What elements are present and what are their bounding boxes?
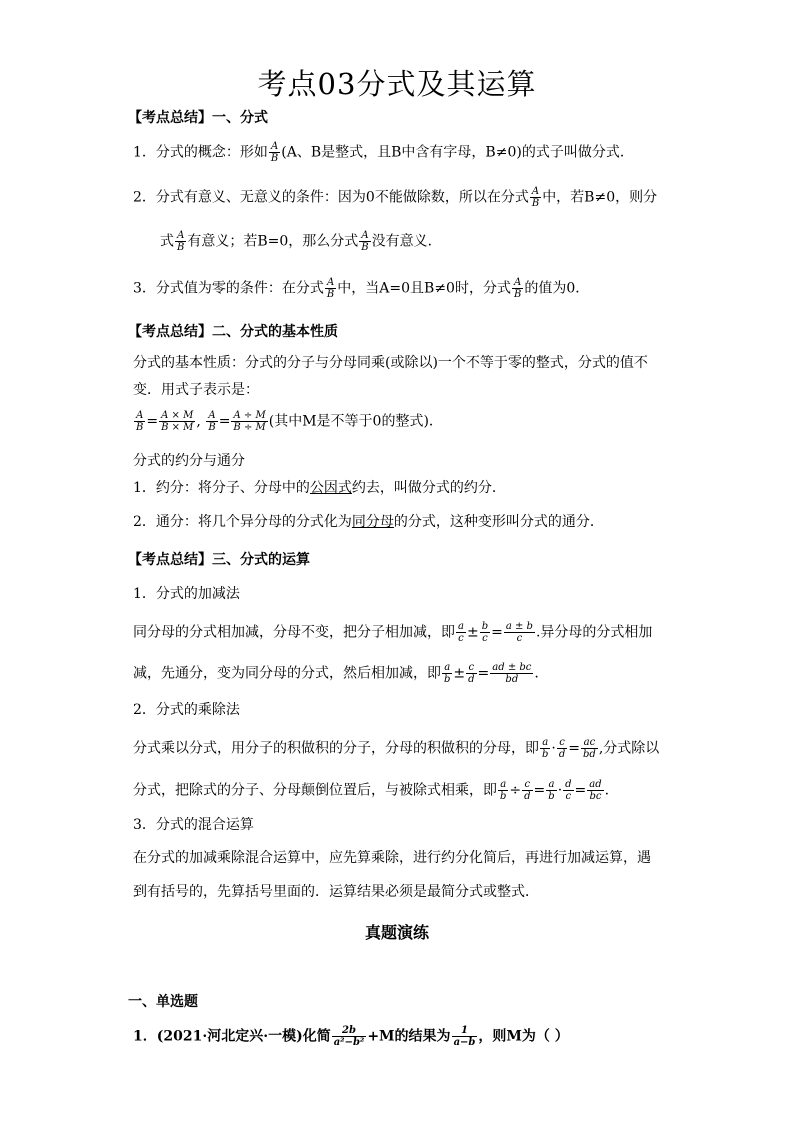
fraction-a-over-b: $\frac{A}{B}$ (136, 410, 144, 433)
fraction-a-over-b: $\frac{A}{B}$ (513, 277, 522, 300)
p4-underlined: 公因式 (309, 480, 352, 496)
item3-mid: 中，当A=0且B≠0时，分式 (337, 280, 511, 297)
formula-suffix: (其中M是不等于0的整式)． (268, 413, 443, 430)
fraction-ad-pm-bc-over-bd: $\frac{ad \pm bc}{bd}$ (492, 662, 532, 685)
q1-suffix: ，则M为（ ） (478, 1028, 569, 1045)
section1-item3 (133, 277, 589, 300)
fraction-a-div-m-over-b-div-m: $\frac{A \div M}{B \div M}$ (233, 410, 266, 433)
fraction-a-over-b: $\frac{A}{B}$ (361, 230, 369, 253)
q1-mid: +M的结果为 (367, 1028, 451, 1045)
section1-tag: 【考点总结】 (128, 110, 212, 126)
section2-formula: $\frac{A}{B}$ = $\frac{A \times M}{B \times M}$ , $\frac{A}{B}$ = $\frac{A \div M}{B \div M}$ (其中M是不等于0的整式)． (136, 410, 443, 433)
section1-item2-line2 (160, 230, 442, 253)
item3-prefix: 3．分式值为零的条件：在分式 (133, 280, 324, 297)
question-1 (133, 1025, 569, 1048)
fraction-a-over-b: $\frac{a}{b}$ (548, 779, 555, 802)
section1-item2 (133, 186, 657, 209)
section3-s3-p2: 到有括号的，先算括号里面的．运算结果必须是最简分式或整式． (133, 884, 539, 900)
fraction-1-over-a-minus-b: $\frac{1}{a-b}$ (453, 1025, 476, 1048)
section3-s2-p1: 分式乘以分式，用分子的积做积的分子，分母的积做积的分母，即 $\frac{a}{b}$ · $\frac{c}{d}$ = $\frac{ac}{bd}$ ,分式除以 (133, 737, 660, 760)
fraction-a-over-b: $\frac{A}{B}$ (208, 410, 216, 433)
s1-p2-prefix: 减，先通分，变为同分母的分式，然后相加减，即 (133, 665, 441, 682)
fraction-a-over-b: $\frac{A}{B}$ (326, 277, 335, 300)
item2-line2-c: 没有意义． (371, 233, 442, 250)
section1-title: 一、分式 (212, 110, 268, 126)
section3-s2-p2: 分式，把除式的分子、分母颠倒位置后，与被除式相乘，即 $\frac{a}{b}$ ÷ $\frac{c}{d}$ = $\frac{a}{b}$ · $\frac{d}{c}$ = $\frac{ad}{bc}$ . (133, 779, 610, 802)
s2-p1-prefix: 分式乘以分式，用分子的积做积的分子，分母的积做积的分母，即 (133, 740, 539, 757)
item3-suffix: 的值为0． (524, 280, 590, 297)
section3-s1-p2: 减，先通分，变为同分母的分式，然后相加减，即 $\frac{a}{b}$ ± $\frac{c}{d}$ = $\frac{ad \pm bc}{bd}$ . (133, 662, 539, 685)
section1-item1 (133, 141, 634, 164)
item2-mid: 中，若B≠0，则分 (542, 189, 658, 206)
section2-heading (128, 322, 338, 342)
section2-p2: 变．用式子表示是： (133, 382, 259, 398)
fraction-c-over-d: $\frac{c}{d}$ (558, 737, 566, 760)
fraction-2b-over-a2-minus-b2: $\frac{2b}{\text{a²−b²}}$ (333, 1025, 365, 1048)
s1-p1-prefix: 同分母的分式相加减，分母不变，把分子相加减，即 (133, 624, 455, 641)
fraction-ad-over-bc: $\frac{ad}{bc}$ (589, 779, 602, 802)
item2-line2-b: 有意义；若B=0，那么分式 (187, 233, 359, 250)
fraction-a-over-b: $\frac{a}{b}$ (500, 779, 507, 802)
section3-s3: 3．分式的混合运算 (133, 817, 254, 833)
p5-prefix: 2．通分：将几个异分母的分式化为 (133, 514, 352, 530)
item1-prefix: 1．分式的概念：形如 (133, 144, 268, 161)
section2-p5 (133, 512, 604, 532)
section2-title: 二、分式的基本性质 (212, 324, 338, 340)
section2-p1: 分式的基本性质：分式的分子与分母同乘(或除以)一个不等于零的整式，分式的值不 (133, 355, 648, 371)
p5-suffix: 的分式，这种变形叫分式的通分． (393, 514, 604, 530)
section3-s1-p1: 同分母的分式相加减，分母不变，把分子相加减，即 $\frac{a}{c}$ ± $\frac{b}{c}$ = $\frac{a \pm b}{c}$ .异分母的分式相加 (133, 621, 653, 644)
section2-p4 (133, 478, 506, 498)
q1-prefix: 1．(2021·河北定兴·一模)化简 (133, 1028, 331, 1045)
item1-suffix: (A、B是整式，且B中含有字母，B≠0)的式子叫做分式． (281, 144, 634, 161)
section3-s3-p1: 在分式的加减乘除混合运算中，应先算乘除，进行约分化简后，再进行加减运算，遇 (133, 850, 651, 866)
s2-p2-prefix: 分式，把除式的分子、分母颠倒位置后，与被除式相乘，即 (133, 782, 497, 799)
single-choice-heading: 一、单选题 (128, 994, 198, 1010)
practice-title: 真题演练 (364, 923, 429, 942)
page-title: 考点03分式及其运算 (257, 67, 537, 101)
fraction-a-over-b: $\frac{A}{B}$ (177, 230, 185, 253)
fraction-a-pm-b-over-c: $\frac{a \pm b}{c}$ (505, 621, 533, 644)
section3-title: 三、分式的运算 (212, 552, 310, 568)
item2-line2-a: 式 (160, 233, 174, 250)
fraction-a-over-b: $\frac{A}{B}$ (270, 141, 279, 164)
fraction-a-over-b: $\frac{a}{b}$ (444, 662, 451, 685)
p4-suffix: 约去，叫做分式的约分． (351, 480, 506, 496)
s1-p1-suffix: .异分母的分式相加 (535, 624, 653, 641)
p4-prefix: 1．约分：将分子、分母中的 (133, 480, 310, 496)
fraction-b-over-c: $\frac{b}{c}$ (481, 621, 489, 644)
item2-prefix: 2．分式有意义、无意义的条件：因为0不能做除数，所以在分式 (133, 189, 529, 206)
fraction-d-over-c: $\frac{d}{c}$ (565, 779, 572, 802)
section2-tag: 【考点总结】 (128, 324, 212, 340)
section3-tag: 【考点总结】 (128, 552, 212, 568)
section3-s1: 1．分式的加减法 (133, 586, 240, 602)
fraction-a-over-b: $\frac{a}{b}$ (542, 737, 549, 760)
s2-p1-suffix: 分式除以 (603, 740, 660, 757)
p5-underlined: 同分母 (351, 514, 394, 530)
fraction-c-over-d: $\frac{c}{d}$ (524, 779, 531, 802)
section1-heading (128, 108, 268, 128)
fraction-a-over-b: $\frac{A}{B}$ (531, 186, 540, 209)
fraction-c-over-d: $\frac{c}{d}$ (468, 662, 475, 685)
section2-p3: 分式的约分与通分 (133, 453, 245, 469)
fraction-am-over-bm: $\frac{A \times M}{B \times M}$ (161, 410, 194, 433)
section3-heading (128, 550, 310, 570)
section3-s2: 2．分式的乘除法 (133, 702, 240, 718)
fraction-ac-over-bd: $\frac{ac}{bd}$ (583, 737, 596, 760)
fraction-a-over-c: $\frac{a}{c}$ (458, 621, 464, 644)
